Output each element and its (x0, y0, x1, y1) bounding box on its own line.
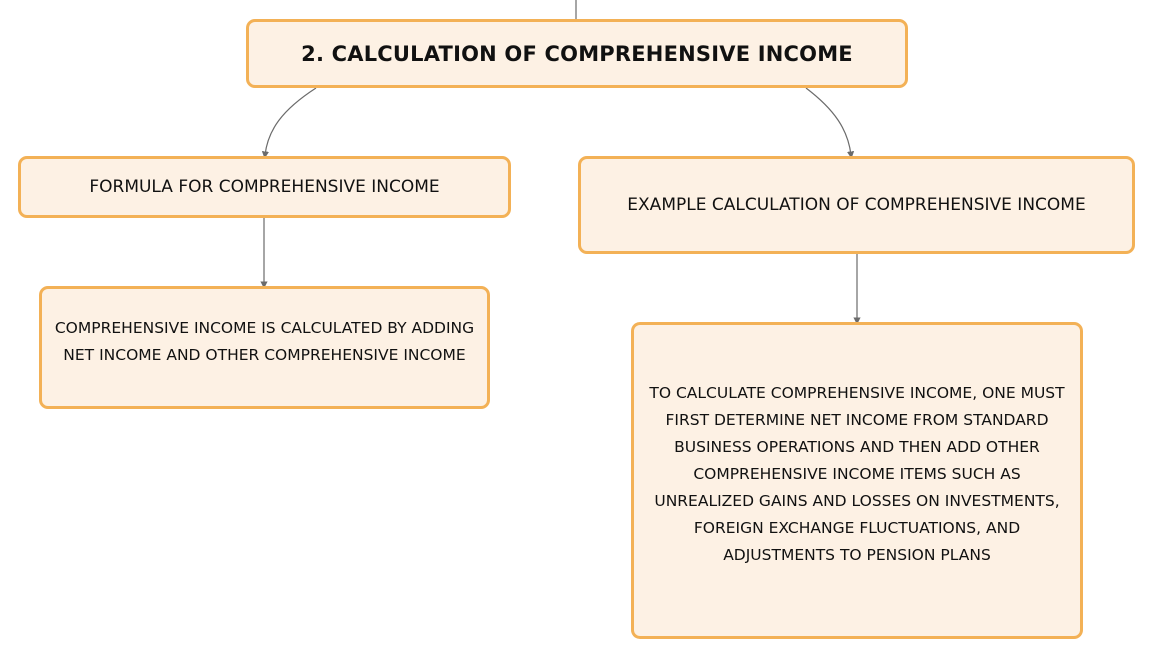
formula-node-label: FORMULA FOR COMPREHENSIVE INCOME (89, 177, 440, 197)
root-node[interactable] (246, 19, 908, 88)
connector-root-to-formula (265, 88, 316, 155)
formula-detail-text: COMPREHENSIVE INCOME IS CALCULATED BY ADDING NET INCOME AND OTHER COMPREHENSIVE INCOME (54, 318, 475, 364)
example-node[interactable] (578, 156, 1135, 254)
example-detail-text: TO CALCULATE COMPREHENSIVE INCOME, ONE MUST FIRST DETERMINE NET INCOME FROM STANDARD BUSINESS OPERATIONS AND THEN ADD OTHER COMPREHENSIVE INCOME ITEMS SUCH AS UNREALIZED GAINS AND LOSSES ON INVESTMENTS, FOREIGN EXCHANGE FLUCTUATIONS, AND ADJUSTMENTS TO PENSION PLANS (649, 384, 1065, 564)
formula-detail-node[interactable] (39, 286, 490, 409)
connector-root-to-example (806, 88, 851, 155)
example-detail-node[interactable] (631, 322, 1083, 639)
example-node-label: EXAMPLE CALCULATION OF COMPREHENSIVE INCOME (627, 195, 1086, 215)
root-node-label: 2. CALCULATION OF COMPREHENSIVE INCOME (301, 41, 853, 66)
formula-node[interactable] (18, 156, 511, 218)
